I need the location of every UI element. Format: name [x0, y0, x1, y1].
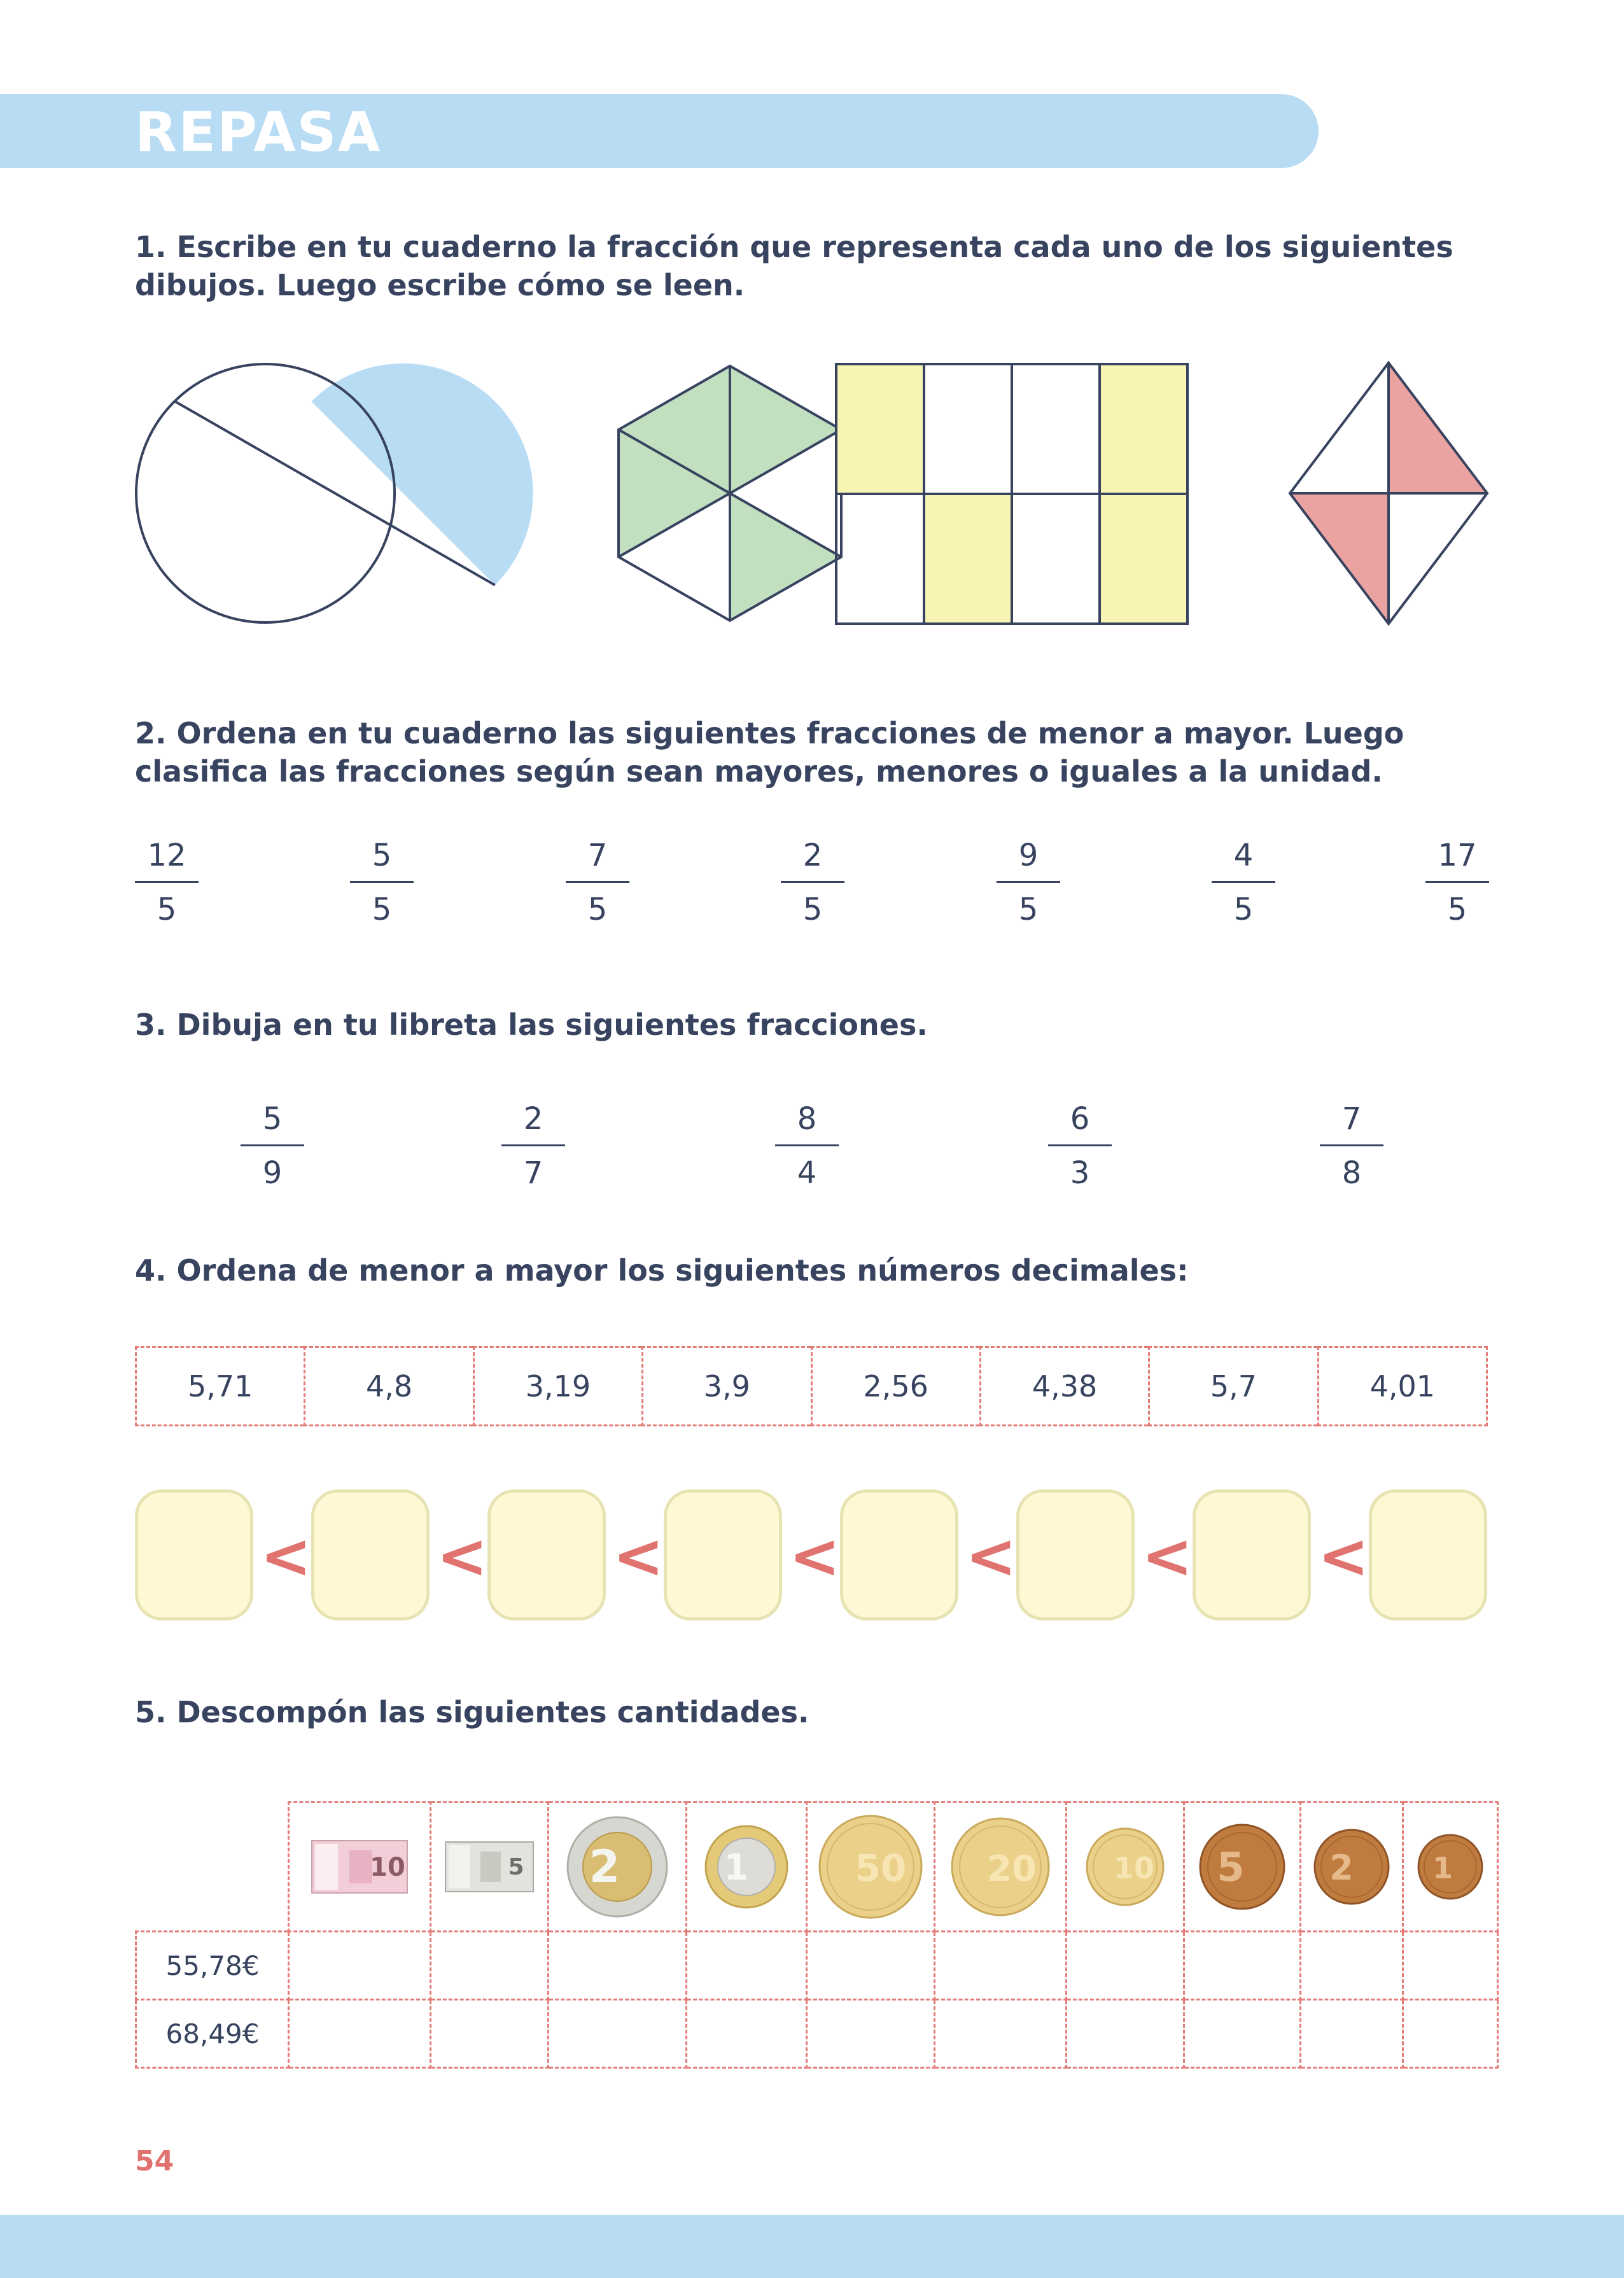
decimal-cell: 3,9 — [641, 1346, 810, 1426]
answer-cell[interactable] — [1066, 1932, 1184, 2000]
decimal-cell: 4,38 — [979, 1346, 1148, 1426]
answer-cell[interactable] — [1403, 1932, 1497, 2000]
less-than-symbol: < — [1142, 1521, 1193, 1592]
fraction-q2-5: 9 5 — [997, 835, 1060, 930]
svg-text:10: 10 — [369, 1853, 405, 1882]
fraction-q2-4: 2 5 — [781, 835, 844, 930]
money-cell — [1403, 1803, 1497, 1932]
table-row — [136, 2000, 1498, 2068]
money-cell — [934, 1803, 1066, 1932]
answer-cell[interactable] — [686, 1932, 806, 2000]
answer-cell[interactable] — [1184, 1932, 1300, 2000]
answer-cell[interactable] — [1300, 2000, 1403, 2068]
shape-circle — [136, 363, 533, 622]
answer-cell[interactable] — [548, 2000, 686, 2068]
answer-cell[interactable] — [1300, 1932, 1403, 2000]
less-than-symbol: < — [789, 1521, 841, 1592]
amount-label: 55,78€ — [136, 1932, 289, 2000]
section-title: REPASA — [135, 101, 382, 164]
question-2: 2. Ordena en tu cuaderno las siguientes fracciones de menor a mayor. Luego clasifica las fracciones según sean mayores, menores o iguales a la unidad. — [135, 716, 1404, 789]
fraction-q3-2: 2 7 — [501, 1099, 565, 1193]
twenty-cent-coin-icon — [951, 1817, 1050, 1916]
footer-bar — [0, 2215, 1624, 2278]
answer-cell[interactable] — [288, 2000, 430, 2068]
less-than-symbol: < — [965, 1521, 1017, 1592]
question-5: 5. Descompón las siguientes cantidades. — [135, 1695, 809, 1729]
answer-cell[interactable] — [430, 1932, 548, 2000]
answer-cell[interactable] — [1184, 2000, 1300, 2068]
fraction-q3-3: 8 4 — [775, 1099, 839, 1193]
amount-label: 68,49€ — [136, 2000, 289, 2068]
five-euro-note-icon — [445, 1841, 534, 1892]
less-than-symbol: < — [613, 1521, 664, 1592]
fraction-q2-2: 5 5 — [350, 835, 414, 930]
answer-cell[interactable] — [1066, 2000, 1184, 2068]
ordering-row — [135, 1489, 1488, 1623]
svg-text:50: 50 — [855, 1846, 906, 1890]
two-cent-coin-icon — [1313, 1829, 1390, 1905]
question-4: 4. Ordena de menor a mayor los siguientes números decimales: — [135, 1253, 1189, 1288]
money-cell — [1066, 1803, 1184, 1932]
svg-text:1: 1 — [1432, 1851, 1453, 1885]
svg-text:5: 5 — [507, 1854, 524, 1880]
page-number: 54 — [135, 2145, 174, 2177]
ten-euro-note-icon — [311, 1840, 408, 1894]
money-cell — [548, 1803, 686, 1932]
answer-cell[interactable] — [934, 2000, 1066, 2068]
q1-shapes — [135, 356, 1497, 630]
less-than-symbol: < — [1318, 1521, 1369, 1592]
answer-cell[interactable] — [686, 2000, 806, 2068]
svg-text:2: 2 — [589, 1841, 620, 1893]
decimal-cell: 2,56 — [811, 1346, 979, 1426]
two-euro-coin-icon — [566, 1816, 668, 1918]
answer-cell[interactable] — [430, 2000, 548, 2068]
answer-cell[interactable] — [934, 1932, 1066, 2000]
one-cent-coin-icon — [1417, 1834, 1483, 1900]
svg-text:20: 20 — [986, 1848, 1037, 1890]
less-than-symbol: < — [260, 1521, 312, 1592]
money-cell — [686, 1803, 806, 1932]
question-3: 3. Dibuja en tu libreta las siguientes fracciones. — [135, 1008, 928, 1042]
table-row — [136, 1932, 1498, 2000]
money-cell — [806, 1803, 934, 1932]
answer-box-8[interactable] — [1369, 1489, 1487, 1621]
answer-box-3[interactable] — [487, 1489, 606, 1621]
shape-rhombus — [1290, 363, 1487, 624]
fraction-q2-3: 7 5 — [566, 835, 629, 930]
fraction-q3-5: 7 8 — [1320, 1099, 1383, 1193]
answer-box-7[interactable] — [1193, 1489, 1311, 1621]
decimals-row — [135, 1346, 1488, 1426]
fraction-q3-1: 5 9 — [241, 1099, 304, 1193]
shape-hexagon — [619, 366, 841, 621]
answer-cell[interactable] — [548, 1932, 686, 2000]
decimal-cell: 4,8 — [304, 1346, 472, 1426]
decimal-cell: 4,01 — [1317, 1346, 1488, 1426]
five-cent-coin-icon — [1199, 1824, 1285, 1910]
money-cell — [288, 1803, 430, 1932]
fraction-q3-4: 6 3 — [1048, 1099, 1112, 1193]
answer-box-5[interactable] — [840, 1489, 958, 1621]
answer-cell[interactable] — [1403, 2000, 1497, 2068]
decimal-cell: 5,7 — [1148, 1346, 1317, 1426]
answer-cell[interactable] — [288, 1932, 430, 2000]
svg-text:1: 1 — [724, 1847, 748, 1888]
money-table — [135, 1801, 1499, 2069]
money-cell — [1300, 1803, 1403, 1932]
one-euro-coin-icon — [704, 1825, 788, 1909]
svg-text:2: 2 — [1329, 1848, 1354, 1888]
question-1: 1. Escribe en tu cuaderno la fracción que representa cada uno de los siguientes dibujos. Luego escribe cómo se leen. — [135, 230, 1453, 302]
answer-box-1[interactable] — [135, 1489, 253, 1621]
answer-box-4[interactable] — [664, 1489, 782, 1621]
answer-box-6[interactable] — [1016, 1489, 1135, 1621]
answer-box-2[interactable] — [311, 1489, 430, 1621]
svg-text:10: 10 — [1113, 1851, 1154, 1885]
money-cell — [1184, 1803, 1300, 1932]
shape-rectangle — [836, 364, 1187, 624]
svg-text:5: 5 — [1216, 1844, 1245, 1890]
money-cell — [430, 1803, 548, 1932]
decimal-cell: 5,71 — [135, 1346, 304, 1426]
fraction-q2-7: 17 5 — [1425, 835, 1489, 930]
less-than-symbol: < — [437, 1521, 488, 1592]
fifty-cent-coin-icon — [818, 1815, 923, 1919]
fraction-q2-1: 12 5 — [135, 835, 199, 930]
decimal-cell: 3,19 — [473, 1346, 641, 1426]
ten-cent-coin-icon — [1086, 1827, 1165, 1906]
answer-cell[interactable] — [806, 2000, 934, 2068]
fraction-q2-6: 4 5 — [1212, 835, 1275, 930]
answer-cell[interactable] — [806, 1932, 934, 2000]
